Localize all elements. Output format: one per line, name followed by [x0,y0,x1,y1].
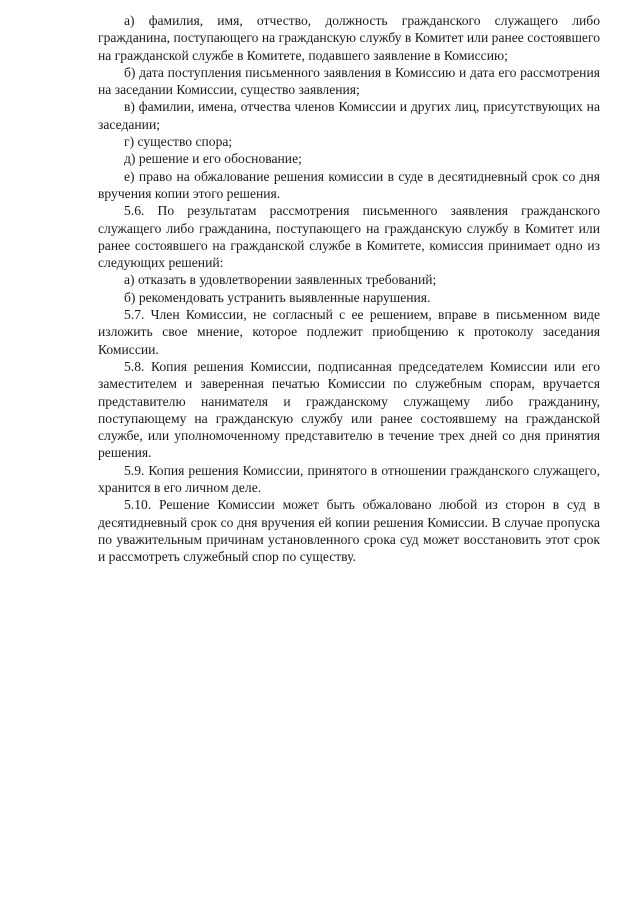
paragraph-item-e-appeal: е) право на обжалование решения комиссии в суде в десятидневный срок со дня вручения копии этого решения. [98,168,600,201]
paragraph-item-v-members: в) фамилии, имена, отчества членов Комиссии и других лиц, присутствующих на заседании; [98,99,600,132]
paragraph-5-8: 5.8. Копия решения Комиссии, подписанная председателем Комиссии или его заместителем и заверенная печатью Комиссии по служебным спорам, вручается представителю нанимателя и гражданскому служащему либо гражданину, поступающему на гражданскую службу или ранее состоявшему на гражданской службе, или уполномоченному представителю в течение трех дней со дня принятия решения. [98,358,600,461]
paragraph-5-6-item-a: а) отказать в удовлетворении заявленных требований; [124,272,437,288]
paragraph-5-6: 5.6. По результатам рассмотрения письменного заявления гражданского служащего либо гражданина, поступающего на гражданскую службу в Комитет или ранее состоявшего на гражданской службе в Комитете, комиссия принимает одно из следующих решений: [98,203,600,271]
paragraph-item-b-date: б) дата поступления письменного заявления в Комиссию и дата его рассмотрения на заседании Комиссии, существо заявления; [98,64,600,98]
paragraph-5-6-item-b: б) рекомендовать устранить выявленные нарушения. [124,289,431,305]
paragraph-5-10: 5.10. Решение Комиссии может быть обжаловано любой из сторон в суд в десятидневный срок со дня вручения ей копии решения Комиссии. В случае пропуска по уважительным причинам установленного срока суд может восстановить этот срок и рассмотреть служебный спор по существу. [98,497,600,565]
document-page [98,12,600,566]
paragraph-5-9: 5.9. Копия решения Комиссии, принятого в отношении гражданского служащего, хранится в его личном деле. [98,462,600,496]
paragraph-item-a-surname: а) фамилия, имя, отчество, должность гражданского служащего либо гражданина, поступающего на гражданскую службу в Комитет или ранее состоявшего на гражданской службе в Комитете, подавшего заявление в Комиссию; [98,13,600,63]
paragraph-item-d-decision: д) решение и его обоснование; [124,151,302,167]
paragraph-5-7: 5.7. Член Комиссии, не согласный с ее решением, вправе в письменном виде изложить свое мнение, которое подлежит приобщению к протоколу заседания Комиссии. [98,307,600,357]
paragraph-item-g-dispute: г) существо спора; [124,134,233,150]
